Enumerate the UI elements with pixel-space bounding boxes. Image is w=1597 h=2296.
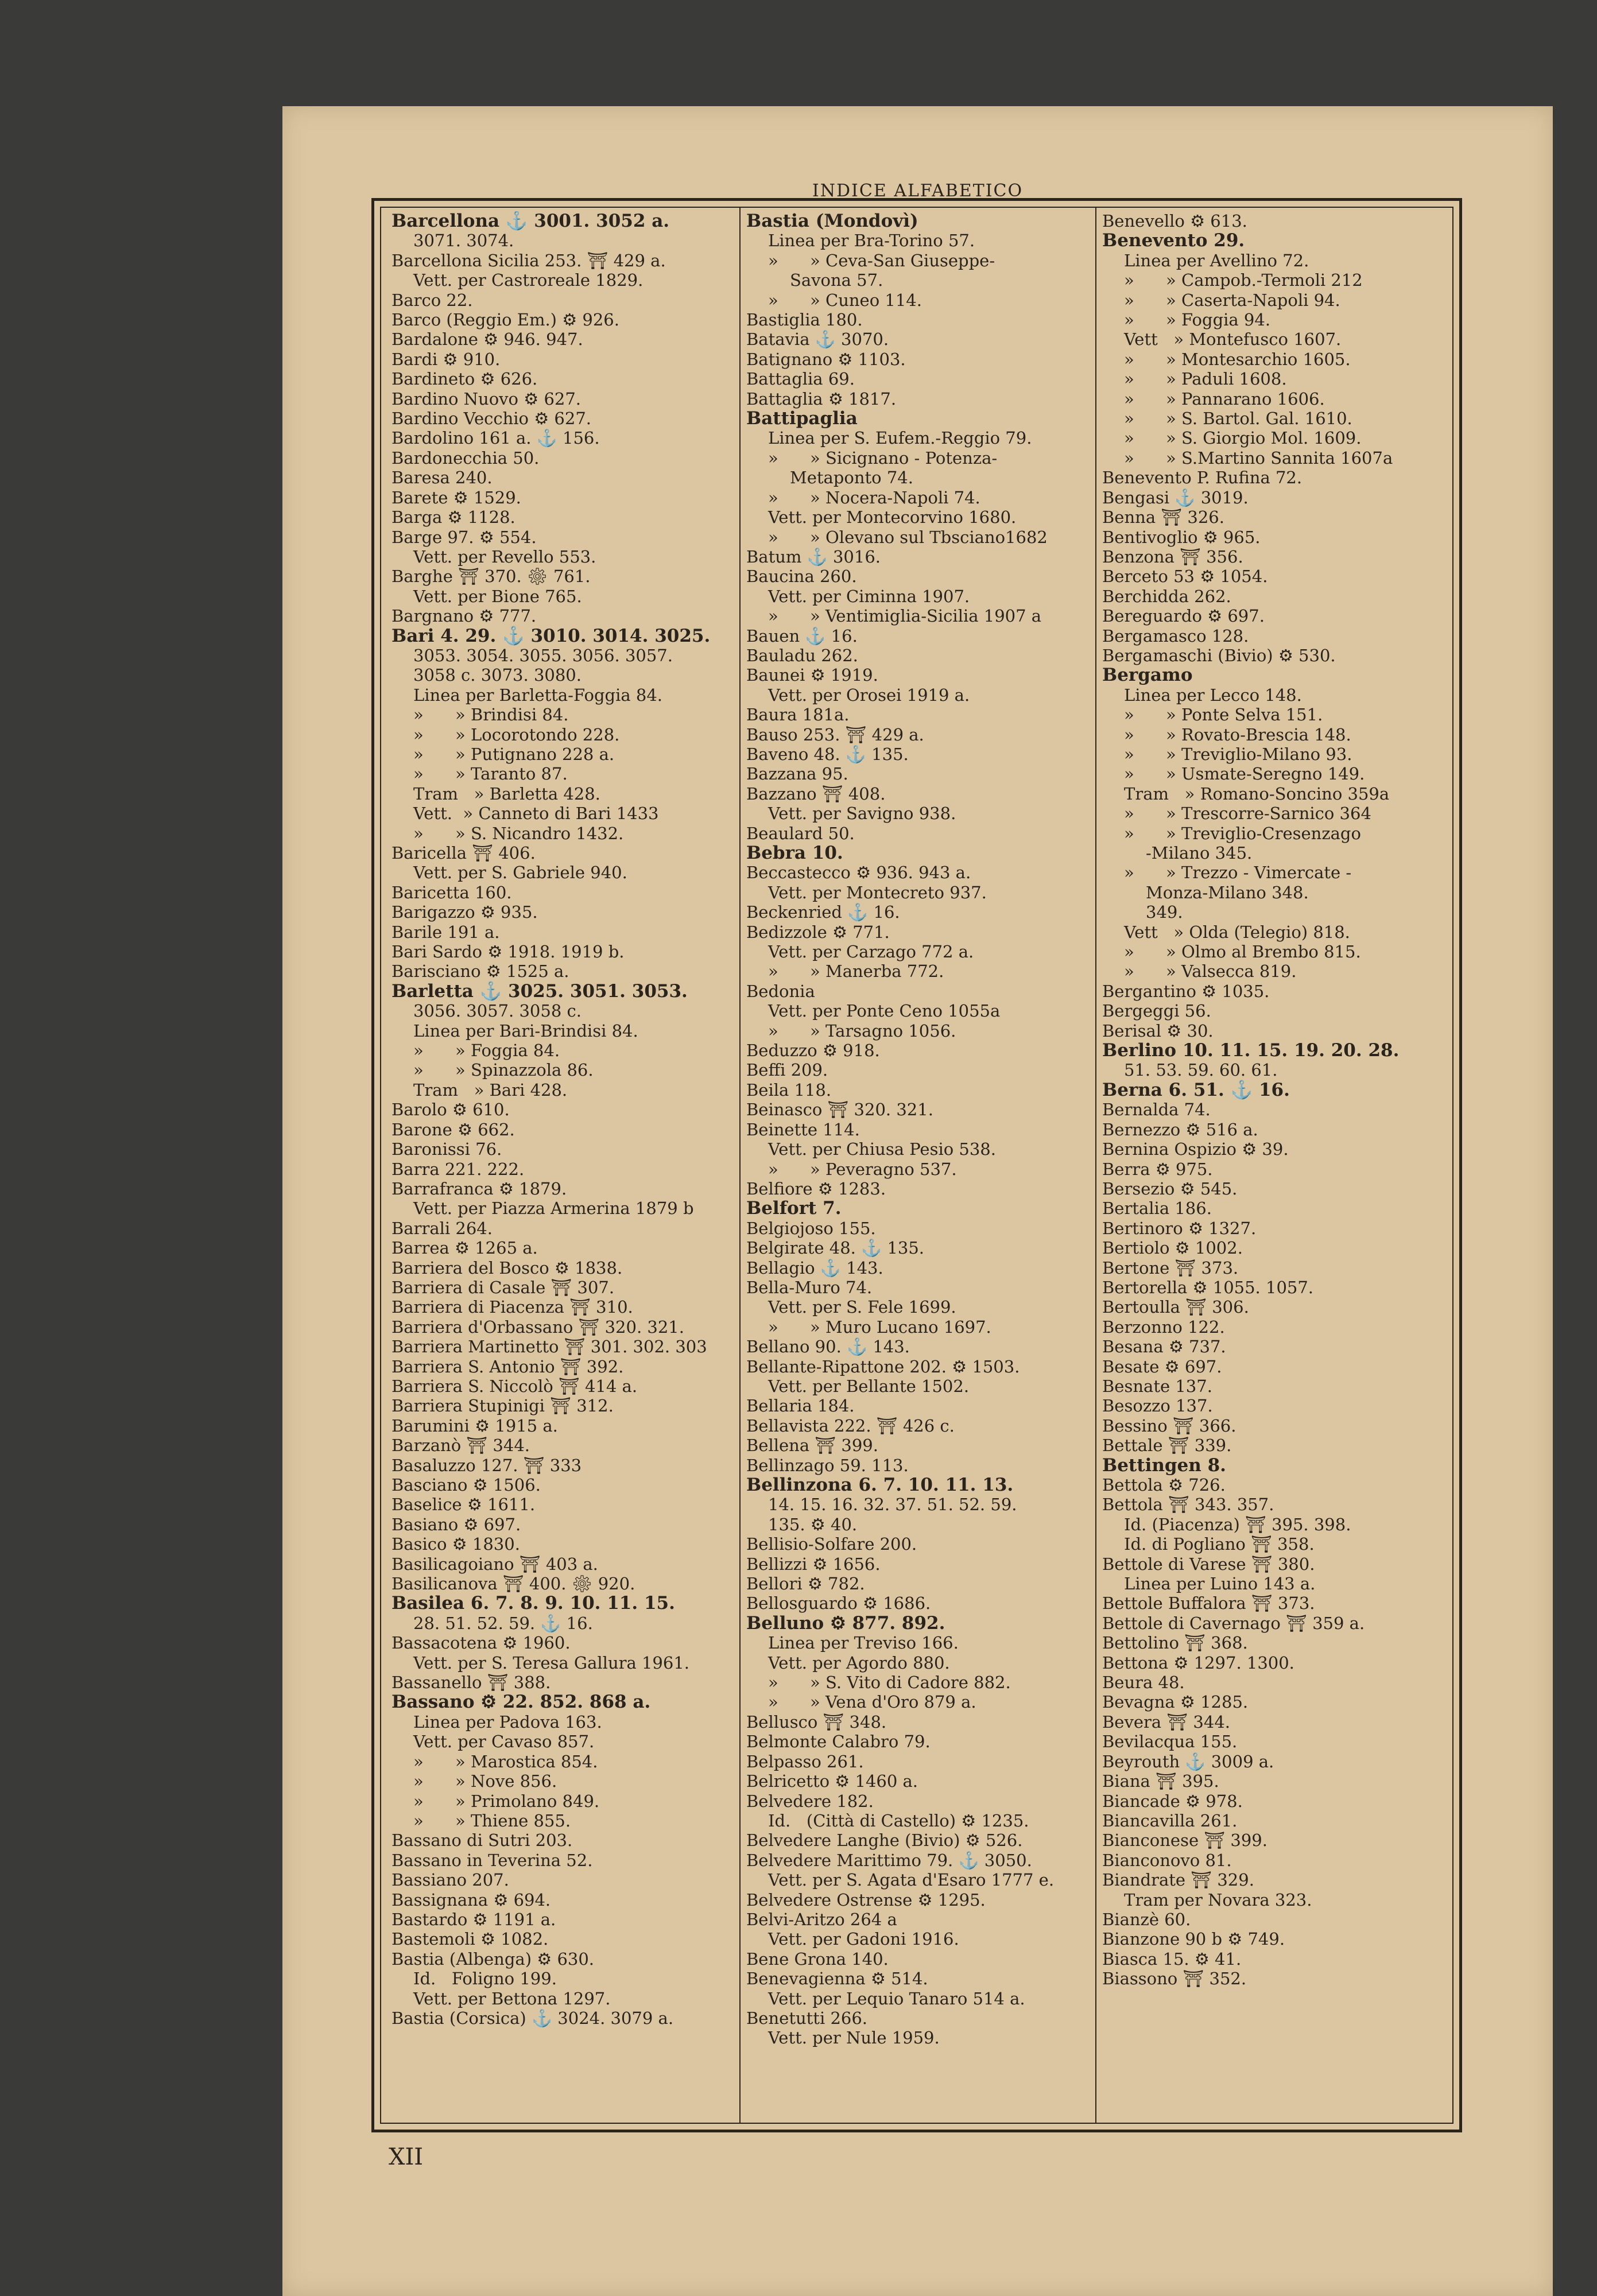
index-entry: Barumini ⚙ 1915 a.	[392, 1415, 558, 1436]
index-entry: Barigazzo ⚙ 935.	[392, 902, 538, 922]
index-entry: Bassano ⚙ 22. 852. 868 a.	[392, 1692, 651, 1713]
index-entry: Bassignana ⚙ 694.	[392, 1890, 551, 1910]
index-entry: » » Locorotondo 228.	[413, 724, 620, 744]
index-entry: Linea per Treviso 166.	[768, 1633, 959, 1653]
index-entry: Belmonte Calabro 79.	[746, 1732, 931, 1752]
index-entry: » » S. Nicandro 1432.	[413, 823, 624, 843]
index-entry: Bassiano 207.	[392, 1870, 509, 1890]
index-entry: Basaluzzo 127. ⛩ 333	[392, 1455, 582, 1475]
index-entry: Baricetta 160.	[392, 882, 512, 902]
index-entry: Bardino Vecchio ⚙ 627.	[392, 409, 591, 429]
index-entry: Belvedere Marittimo 79. ⚓ 3050.	[746, 1850, 1032, 1870]
index-entry: Barge 97. ⚙ 554.	[392, 527, 537, 547]
index-entry: Baura 181a.	[746, 705, 850, 725]
index-entry: Vett. per Castroreale 1829.	[413, 270, 644, 290]
index-entry: Belricetto ⚙ 1460 a.	[746, 1771, 918, 1791]
index-entry: Bellori ⚙ 782.	[746, 1574, 865, 1594]
index-entry: Vett. per Carzago 772 a.	[768, 942, 974, 962]
index-entry: 135. ⚙ 40.	[768, 1514, 858, 1534]
index-entry: Bellavista 222. ⛩ 426 c.	[746, 1415, 955, 1436]
index-entry: » » Nove 856.	[413, 1771, 557, 1791]
index-entry: Belgiojoso 155.	[746, 1218, 876, 1238]
index-entry: -Milano 345.	[1146, 843, 1253, 863]
index-entry: » » Taranto 87.	[413, 764, 568, 784]
index-entry: Bettale ⛩ 339.	[1102, 1436, 1232, 1456]
index-entry: » » Manerba 772.	[768, 961, 944, 982]
index-entry: Baronissi 76.	[392, 1139, 502, 1159]
index-entry: Bertoulla ⛩ 306.	[1102, 1297, 1249, 1317]
index-entry: Bassano di Sutri 203.	[392, 1830, 573, 1851]
index-entry: Berra ⚙ 975.	[1102, 1159, 1213, 1179]
index-entry: Bassanello ⛩ 388.	[392, 1673, 551, 1693]
index-entry: Berceto 53 ⚙ 1054.	[1102, 567, 1268, 587]
index-entry: Vett. per Lequio Tanaro 514 a.	[768, 1988, 1025, 2008]
index-entry: Bettole di Cavernago ⛩ 359 a.	[1102, 1613, 1365, 1633]
index-entry: Bardineto ⚙ 626.	[392, 369, 538, 389]
index-entry: Battaglia ⚙ 1817.	[746, 389, 897, 409]
index-entry: Beaulard 50.	[746, 823, 855, 843]
index-entry: Linea per Luino 143 a.	[1124, 1574, 1316, 1594]
index-entry: Barriera di Piacenza ⛩ 310.	[392, 1297, 633, 1317]
index-entry: » » Ventimiglia-Sicilia 1907 a	[768, 606, 1042, 626]
index-entry: Linea per S. Eufem.-Reggio 79.	[768, 428, 1032, 448]
index-entry: Bernina Ospizio ⚙ 39.	[1102, 1139, 1289, 1159]
index-entry: Barisciano ⚙ 1525 a.	[392, 961, 569, 982]
index-entry: Beinette 114.	[746, 1119, 860, 1139]
index-entry: Bevera ⛩ 344.	[1102, 1712, 1230, 1732]
index-entry: Vett » Montefusco 1607.	[1124, 329, 1342, 350]
index-entry: Vett. per Piazza Armerina 1879 b	[413, 1199, 694, 1219]
index-entry: Bastia (Mondovì)	[746, 211, 918, 231]
index-entry: Barriera Martinetto ⛩ 301. 302. 303	[392, 1337, 707, 1357]
index-entry: Belvedere Ostrense ⚙ 1295.	[746, 1890, 986, 1910]
index-entry: Benzona ⛩ 356.	[1102, 546, 1243, 567]
index-entry: 3058 c. 3073. 3080.	[413, 665, 582, 685]
index-entry: » » Sicignano - Potenza-	[768, 448, 998, 468]
index-entry: Berlino 10. 11. 15. 19. 20. 28.	[1102, 1040, 1400, 1061]
index-entry: Bastia (Albenga) ⚙ 630.	[392, 1949, 595, 1969]
index-entry: Vett. per Chiusa Pesio 538.	[768, 1139, 996, 1159]
index-entry: Besate ⚙ 697.	[1102, 1356, 1222, 1376]
index-entry: Vett. » Canneto di Bari 1433	[413, 804, 659, 824]
index-entry: Tram » Bari 428.	[413, 1080, 568, 1100]
index-entry: » » Olevano sul Tbsciano1682	[768, 527, 1048, 547]
column-divider	[739, 207, 741, 2124]
index-entry: » » Paduli 1608.	[1124, 369, 1287, 389]
index-entry: Baricella ⛩ 406.	[392, 843, 536, 863]
page-number: XII	[389, 2144, 424, 2170]
index-entry: Bellisio-Solfare 200.	[746, 1534, 917, 1554]
index-entry: Bellante-Ripattone 202. ⚙ 1503.	[746, 1356, 1020, 1376]
index-entry: Barrali 264.	[392, 1218, 493, 1238]
index-entry: Bardonecchia 50.	[392, 448, 540, 468]
index-entry: Savona 57.	[790, 270, 883, 290]
index-entry: » » S. Vito di Cadore 882.	[768, 1673, 1011, 1693]
index-entry: Benna ⛩ 326.	[1102, 507, 1224, 528]
index-entry: Belpasso 261.	[746, 1751, 864, 1771]
index-entry: Bertiolo ⚙ 1002.	[1102, 1238, 1243, 1258]
index-entry: » » Usmate-Seregno 149.	[1124, 764, 1365, 784]
index-entry: Belvedere Langhe (Bivio) ⚙ 526.	[746, 1830, 1023, 1851]
index-entry: Bergeggi 56.	[1102, 1001, 1211, 1021]
index-entry: » » Ceva-San Giuseppe-	[768, 250, 995, 270]
index-entry: Linea per Barletta-Foggia 84.	[413, 685, 663, 705]
index-entry: » » Brindisi 84.	[413, 705, 569, 725]
index-entry: Biancade ⚙ 978.	[1102, 1791, 1243, 1811]
index-column-3	[1102, 211, 1441, 2117]
index-entry: Bessino ⛩ 366.	[1102, 1415, 1236, 1436]
index-entry: Batum ⚓ 3016.	[746, 546, 881, 567]
index-entry: » » Olmo al Brembo 815.	[1124, 942, 1361, 962]
index-entry: Batignano ⚙ 1103.	[746, 349, 906, 369]
index-entry: Vett. per S. Fele 1699.	[768, 1297, 956, 1317]
index-entry: Vett. per Gadoni 1916.	[768, 1929, 959, 1949]
index-entry: Belgirate 48. ⚓ 135.	[746, 1238, 925, 1258]
index-entry: Linea per Avellino 72.	[1124, 250, 1309, 270]
index-entry: Bastiglia 180.	[746, 310, 863, 330]
index-entry: Bellena ⛩ 399.	[746, 1436, 878, 1456]
index-entry: Tram per Novara 323.	[1124, 1890, 1312, 1910]
index-entry: » » Tarsagno 1056.	[768, 1021, 956, 1041]
index-entry: Barile 191 a.	[392, 922, 500, 942]
index-entry: Biana ⛩ 395.	[1102, 1771, 1219, 1791]
index-entry: Barone ⚙ 662.	[392, 1119, 515, 1139]
index-entry: Id. (Città di Castello) ⚙ 1235.	[768, 1810, 1029, 1830]
index-entry: » » Caserta-Napoli 94.	[1124, 290, 1340, 310]
index-entry: Bertone ⛩ 373.	[1102, 1258, 1239, 1278]
index-column-1	[392, 211, 736, 2117]
page-header: INDICE ALFABETICO	[812, 181, 1024, 201]
index-entry: 51. 53. 59. 60. 61.	[1124, 1060, 1278, 1080]
index-entry: Bereguardo ⚙ 697.	[1102, 606, 1265, 626]
index-entry: Berisal ⚙ 30.	[1102, 1021, 1214, 1041]
index-entry: » » Valsecca 819.	[1124, 961, 1297, 982]
index-entry: Belfort 7.	[746, 1198, 842, 1219]
index-entry: Bertorella ⚙ 1055. 1057.	[1102, 1277, 1314, 1297]
index-entry: Biancavilla 261.	[1102, 1810, 1238, 1830]
index-entry: » » Primolano 849.	[413, 1791, 600, 1811]
index-entry: Bari 4. 29. ⚓ 3010. 3014. 3025.	[392, 625, 711, 646]
index-entry: Bianconese ⛩ 399.	[1102, 1830, 1267, 1851]
index-entry: Barriera del Bosco ⚙ 1838.	[392, 1258, 623, 1278]
index-entry: » » Putignano 228 a.	[413, 744, 615, 764]
index-entry: Bazzano ⛩ 408.	[746, 784, 886, 804]
index-entry: Vett. per Revello 553.	[413, 546, 596, 567]
index-entry: Vett. per Orosei 1919 a.	[768, 685, 970, 705]
index-entry: Bastemoli ⚙ 1082.	[392, 1929, 549, 1949]
index-entry: Id. di Pogliano ⛩ 358.	[1124, 1534, 1315, 1554]
index-entry: Barriera S. Niccolò ⛩ 414 a.	[392, 1376, 638, 1396]
index-entry: » » Trescorre-Sarnico 364	[1124, 804, 1371, 824]
index-entry: Bardi ⚙ 910.	[392, 349, 501, 369]
index-frame	[371, 198, 1462, 2132]
index-entry: Vett. per Ponte Ceno 1055a	[768, 1001, 1001, 1021]
index-entry: Baunei ⚙ 1919.	[746, 665, 878, 685]
index-entry: » » Marostica 854.	[413, 1751, 598, 1771]
index-entry: » » Ponte Selva 151.	[1124, 705, 1323, 725]
index-entry: Bevilacqua 155.	[1102, 1732, 1238, 1752]
index-entry: Bergantino ⚙ 1035.	[1102, 981, 1270, 1001]
index-entry: Bellagio ⚓ 143.	[746, 1258, 883, 1278]
index-entry: Linea per Padova 163.	[413, 1712, 602, 1732]
index-entry: Bauen ⚓ 16.	[746, 626, 858, 646]
index-entry: Bettola ⛩ 343. 357.	[1102, 1495, 1274, 1515]
index-entry: Vett. per Agordo 880.	[768, 1653, 950, 1673]
index-entry: » » Montesarchio 1605.	[1124, 349, 1351, 369]
index-entry: Barriera d'Orbassano ⛩ 320. 321.	[392, 1317, 684, 1337]
index-entry: Berzonno 122.	[1102, 1317, 1225, 1337]
index-entry: Vett. per Bione 765.	[413, 586, 582, 606]
index-entry: Bergamaschi (Bivio) ⚙ 530.	[1102, 645, 1336, 665]
index-entry: » » Campob.-Termoli 212	[1124, 270, 1363, 290]
index-entry: Bari Sardo ⚙ 1918. 1919 b.	[392, 942, 625, 962]
index-entry: Bassacotena ⚙ 1960.	[392, 1633, 571, 1653]
index-entry: Vett » Olda (Telegio) 818.	[1124, 922, 1350, 942]
index-entry: » » Peveragno 537.	[768, 1159, 957, 1179]
index-entry: Vett. per Montecreto 937.	[768, 882, 987, 902]
index-entry: Bellaria 184.	[746, 1396, 855, 1416]
index-entry: Bellizzi ⚙ 1656.	[746, 1554, 881, 1574]
index-entry: Beinasco ⛩ 320. 321.	[746, 1100, 933, 1120]
index-entry: Besnate 137.	[1102, 1376, 1212, 1396]
index-entry: Barzanò ⛩ 344.	[392, 1436, 530, 1456]
index-entry: Bastia (Corsica) ⚓ 3024. 3079 a.	[392, 2008, 674, 2028]
index-entry: » » Pannarano 1606.	[1124, 389, 1325, 409]
index-entry: Bettolino ⛩ 368.	[1102, 1633, 1248, 1653]
index-entry: Bettona ⚙ 1297. 1300.	[1102, 1653, 1294, 1673]
index-entry: Bellosguardo ⚙ 1686.	[746, 1593, 931, 1614]
index-entry: Beila 118.	[746, 1080, 832, 1100]
index-entry: Bazzana 95.	[746, 764, 848, 784]
index-entry: Tram » Barletta 428.	[413, 784, 600, 804]
index-entry: » » Muro Lucano 1697.	[768, 1317, 991, 1337]
index-entry: Barco 22.	[392, 290, 473, 310]
index-entry: Bellano 90. ⚓ 143.	[746, 1337, 910, 1357]
index-entry: » » Nocera-Napoli 74.	[768, 487, 980, 507]
index-entry: Vett. per Nule 1959.	[768, 2028, 940, 2048]
index-entry: Vett. per Ciminna 1907.	[768, 586, 970, 606]
index-entry: » » Rovato-Brescia 148.	[1124, 724, 1351, 744]
index-entry: Bardino Nuovo ⚙ 627.	[392, 389, 582, 409]
index-entry: Barriera S. Antonio ⛩ 392.	[392, 1356, 624, 1376]
index-entry: » » Foggia 94.	[1124, 310, 1271, 330]
index-entry: Baucina 260.	[746, 567, 857, 587]
index-entry: Barco (Reggio Em.) ⚙ 926.	[392, 310, 619, 330]
index-entry: Barolo ⚙ 610.	[392, 1100, 510, 1120]
index-entry: Belluno ⚙ 877. 892.	[746, 1612, 945, 1634]
index-entry: Barra 221. 222.	[392, 1159, 525, 1179]
index-entry: Bardolino 161 a. ⚓ 156.	[392, 428, 600, 448]
index-entry: Bauladu 262.	[746, 645, 858, 665]
index-entry: Linea per Bra-Torino 57.	[768, 231, 975, 251]
index-entry: Benevagienna ⚙ 514.	[746, 1969, 928, 1989]
index-entry: Belvedere 182.	[746, 1791, 874, 1811]
index-entry: Bernalda 74.	[1102, 1100, 1211, 1120]
index-entry: » » Cuneo 114.	[768, 290, 922, 310]
index-entry: Bebra 10.	[746, 843, 843, 863]
index-entry: » » Vena d'Oro 879 a.	[768, 1692, 976, 1712]
index-entry: Belvi-Aritzo 264 a	[746, 1909, 897, 1929]
index-entry: Vett. per S. Teresa Gallura 1961.	[413, 1653, 690, 1673]
index-entry: Beura 48.	[1102, 1673, 1185, 1693]
index-entry: Barrafranca ⚙ 1879.	[392, 1178, 567, 1199]
index-entry: 3071. 3074.	[413, 231, 514, 251]
page-sheet	[282, 106, 1553, 2296]
index-entry: Bersezio ⚙ 545.	[1102, 1178, 1238, 1199]
index-entry: Barriera Stupinigi ⛩ 312.	[392, 1396, 614, 1416]
index-entry: Bengasi ⚓ 3019.	[1102, 487, 1249, 507]
index-entry: Vett. per S. Agata d'Esaro 1777 e.	[768, 1870, 1055, 1890]
index-entry: Id. (Piacenza) ⛩ 395. 398.	[1124, 1514, 1351, 1534]
index-entry: Battaglia 69.	[746, 369, 855, 389]
index-entry: Bardalone ⚙ 946. 947.	[392, 329, 583, 350]
index-entry: Bassano in Teverina 52.	[392, 1850, 593, 1870]
index-entry: Barriera di Casale ⛩ 307.	[392, 1277, 615, 1297]
index-entry: Beckenried ⚓ 16.	[746, 902, 900, 922]
index-entry: Bellinzona 6. 7. 10. 11. 13.	[746, 1475, 1014, 1495]
index-entry: Benevento P. Rufina 72.	[1102, 468, 1303, 488]
index-entry: Berna 6. 51. ⚓ 16.	[1102, 1079, 1290, 1100]
index-entry: Batavia ⚓ 3070.	[746, 329, 889, 350]
column-divider	[1095, 207, 1096, 2124]
index-entry: Baresa 240.	[392, 468, 493, 488]
index-entry: Bellinzago 59. 113.	[746, 1455, 909, 1475]
index-entry: Vett. per Bellante 1502.	[768, 1376, 970, 1396]
index-entry: Bevagna ⚙ 1285.	[1102, 1692, 1249, 1712]
index-entry: » » Spinazzola 86.	[413, 1060, 594, 1080]
index-entry: Basilea 6. 7. 8. 9. 10. 11. 15.	[392, 1593, 675, 1614]
index-entry: » » Treviglio-Cresenzago	[1124, 823, 1361, 843]
index-entry: Vett. per Savigno 938.	[768, 804, 956, 824]
index-entry: Biasca 15. ⚙ 41.	[1102, 1949, 1242, 1969]
index-entry: 349.	[1146, 902, 1183, 922]
index-entry: Beccastecco ⚙ 936. 943 a.	[746, 863, 971, 883]
index-entry: Barletta ⚓ 3025. 3051. 3053.	[392, 980, 688, 1002]
index-entry: Bianzone 90 b ⚙ 749.	[1102, 1929, 1285, 1949]
index-entry: Battipaglia	[746, 408, 858, 429]
index-entry: Barrea ⚙ 1265 a.	[392, 1238, 538, 1258]
index-entry: Bettola ⚙ 726.	[1102, 1475, 1226, 1495]
index-entry: Bianzè 60.	[1102, 1909, 1191, 1929]
index-entry: Benevento 29.	[1102, 230, 1245, 251]
index-entry: Bene Grona 140.	[746, 1949, 889, 1969]
index-entry: Benetutti 266.	[746, 2008, 868, 2028]
index-entry: » » Trezzo - Vimercate -	[1124, 863, 1352, 883]
index-entry: Linea per Bari-Brindisi 84.	[413, 1021, 638, 1041]
index-entry: Besana ⚙ 737.	[1102, 1337, 1226, 1357]
index-entry: Metaponto 74.	[790, 468, 913, 488]
index-entry: Baselice ⚙ 1611.	[392, 1495, 536, 1515]
index-entry: » » Thiene 855.	[413, 1810, 571, 1830]
index-entry: 3056. 3057. 3058 c.	[413, 1001, 582, 1021]
index-entry: Barcellona ⚓ 3001. 3052 a.	[392, 211, 670, 231]
index-entry: Basiano ⚙ 697.	[392, 1514, 521, 1534]
index-entry: Belfiore ⚙ 1283.	[746, 1178, 886, 1199]
index-entry: Bauso 253. ⛩ 429 a.	[746, 724, 924, 744]
index-entry: » » Treviglio-Milano 93.	[1124, 744, 1352, 764]
index-entry: Barete ⚙ 1529.	[392, 487, 521, 507]
index-entry: Basciano ⚙ 1506.	[392, 1475, 541, 1495]
index-entry: Beffi 209.	[746, 1060, 828, 1080]
index-entry: Beduzzo ⚙ 918.	[746, 1041, 880, 1061]
index-entry: Monza-Milano 348.	[1146, 882, 1309, 902]
index-entry: Barga ⚙ 1128.	[392, 507, 515, 528]
index-entry: Vett. per Montecorvino 1680.	[768, 507, 1017, 528]
index-entry: » » S. Bartol. Gal. 1610.	[1124, 409, 1352, 429]
index-entry: » » S.Martino Sannita 1607a	[1124, 448, 1393, 468]
index-entry: Bettingen 8.	[1102, 1455, 1226, 1476]
index-entry: Baveno 48. ⚓ 135.	[746, 744, 909, 764]
index-entry: » » S. Giorgio Mol. 1609.	[1124, 428, 1362, 448]
index-entry: 14. 15. 16. 32. 37. 51. 52. 59.	[768, 1495, 1017, 1515]
index-entry: Bergamo	[1102, 665, 1193, 686]
index-entry: Id. Foligno 199.	[413, 1969, 557, 1989]
index-entry: Basico ⚙ 1830.	[392, 1534, 520, 1554]
index-entry: Basilicagoiano ⛩ 403 a.	[392, 1554, 598, 1574]
index-entry: Bertinoro ⚙ 1327.	[1102, 1218, 1257, 1238]
index-entry: Barcellona Sicilia 253. ⛩ 429 a.	[392, 250, 666, 270]
index-entry: Beyrouth ⚓ 3009 a.	[1102, 1751, 1274, 1771]
index-entry: » » Foggia 84.	[413, 1041, 560, 1061]
index-entry: Bertalia 186.	[1102, 1199, 1212, 1219]
index-entry: Bedonia	[746, 981, 815, 1001]
index-entry: Bedizzole ⚙ 771.	[746, 922, 890, 942]
index-entry: Benevello ⚙ 613.	[1102, 211, 1247, 231]
index-entry: Bargnano ⚙ 777.	[392, 606, 537, 626]
index-entry: Vett. per Cavaso 857.	[413, 1732, 595, 1752]
index-column-2	[746, 211, 1091, 2117]
index-entry: Linea per Lecco 148.	[1124, 685, 1302, 705]
index-entry: 28. 51. 52. 59. ⚓ 16.	[413, 1613, 593, 1633]
index-entry: Barghe ⛩ 370. ⚙ 761.	[392, 567, 591, 587]
index-entry: Bettole di Varese ⛩ 380.	[1102, 1554, 1315, 1574]
index-entry: Biassono ⛩ 352.	[1102, 1969, 1247, 1989]
index-entry: Bettole Buffalora ⛩ 373.	[1102, 1593, 1315, 1614]
index-entry: Tram » Romano-Soncino 359a	[1124, 784, 1390, 804]
index-entry: Bastardo ⚙ 1191 a.	[392, 1909, 556, 1929]
index-entry: Vett. per Bettona 1297.	[413, 1988, 611, 2008]
index-entry: Berchidda 262.	[1102, 586, 1231, 606]
index-entry: Bella-Muro 74.	[746, 1277, 873, 1297]
index-entry: Bellusco ⛩ 348.	[746, 1712, 887, 1732]
index-entry: Bentivoglio ⚙ 965.	[1102, 527, 1261, 547]
index-entry: Vett. per S. Gabriele 940.	[413, 863, 627, 883]
index-entry: Basilicanova ⛩ 400. ⚙ 920.	[392, 1574, 635, 1594]
index-entry: Bernezzo ⚙ 516 a.	[1102, 1119, 1258, 1139]
index-entry: Biandrate ⛩ 329.	[1102, 1870, 1254, 1890]
index-entry: Bianconovo 81.	[1102, 1850, 1232, 1870]
index-entry: Besozzo 137.	[1102, 1396, 1213, 1416]
index-entry: 3053. 3054. 3055. 3056. 3057.	[413, 645, 673, 665]
index-entry: Bergamasco 128.	[1102, 626, 1249, 646]
